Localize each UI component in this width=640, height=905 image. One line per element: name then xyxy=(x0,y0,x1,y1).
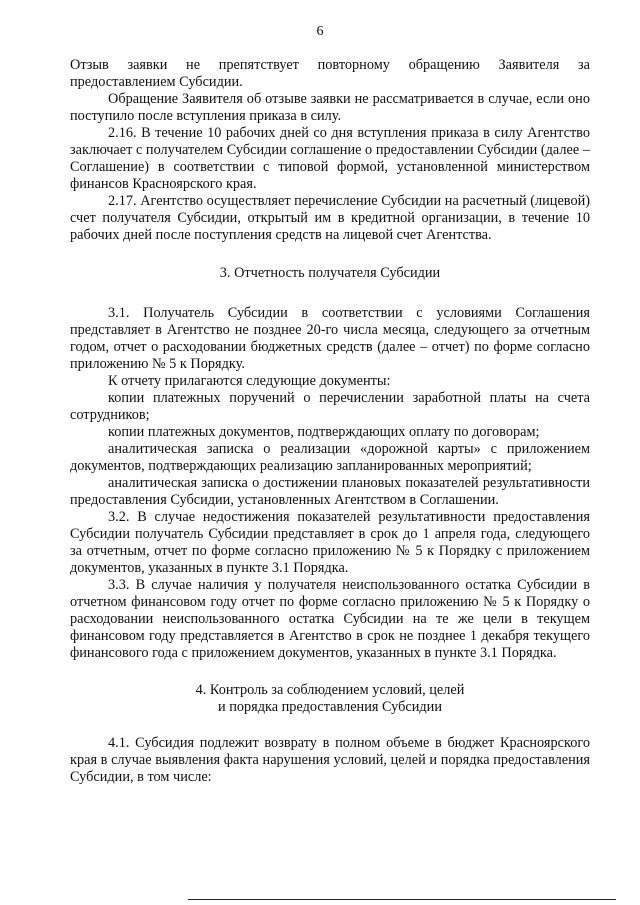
paragraph-4-1: 4.1. Субсидия подлежит возврату в полном объеме в бюджет Красноярского края в случае выявления факта нарушения условий, целей и порядка предоставления Субсидии, в том числе: xyxy=(70,735,590,785)
list-item-payment-orders: копии платежных поручений о перечислении заработной платы на счета сотрудников; xyxy=(70,390,590,423)
section-4-heading-line1: 4. Контроль за соблюдением условий, целей xyxy=(195,682,465,698)
paragraph-3-1-attachments: К отчету прилагаются следующие документы: xyxy=(108,373,391,389)
paragraph-withdrawal: Отзыв заявки не препятствует повторному обращению Заявителя за предоставлением Субсидии. xyxy=(70,57,590,90)
section-4-heading-line2: и порядка предоставления Субсидии xyxy=(217,699,442,715)
section-4-heading xyxy=(70,682,590,716)
section-3-heading: 3. Отчетность получателя Субсидии xyxy=(219,265,441,281)
paragraph-3-2: 3.2. В случае недостижения показателей результативности предоставления Субсидии получатель Субсидии представляет в срок до 1 апреля года, следующего за отчетным, отчет по форме согласно приложению № 5 к Порядку с приложением документов, указанных в пункте 3.1 Порядка. xyxy=(70,509,590,576)
paragraph-2-16: 2.16. В течение 10 рабочих дней со дня вступления приказа в силу Агентство заключает с получателем Субсидии соглашение о предоставлении Субсидии (далее – Соглашение) в соответствии с типовой формой, установленной министерством финансов Красноярского края. xyxy=(70,125,590,192)
paragraph-3-1: 3.1. Получатель Субсидии в соответствии с условиями Соглашения представляет в Агентство не позднее 20-го числа месяца, следующего за отчетным годом, отчет о расходовании бюджетных средств (далее – отчет) по форме согласно приложению № 5 к Порядку. xyxy=(70,305,590,372)
list-item-payment-documents: копии платежных документов, подтверждающих оплату по договорам; xyxy=(108,424,540,440)
document-body xyxy=(70,57,590,786)
footer-divider xyxy=(188,899,616,900)
paragraph-withdrawal-appeal: Обращение Заявителя об отзыве заявки не рассматривается в случае, если оно поступило после вступления приказа в силу. xyxy=(70,91,590,124)
paragraph-2-17: 2.17. Агентство осуществляет перечисление Субсидии на расчетный (лицевой) счет получателя Субсидии, открытый им в кредитной организации, в течение 10 рабочих дней после поступления средств на лицевой счет Агентства. xyxy=(70,193,590,243)
paragraph-3-3: 3.3. В случае наличия у получателя неиспользованного остатка Субсидии в отчетном финансовом году отчет по форме согласно приложению № 5 к Порядку о расходовании неиспользованного остатка Субсидии на те же цели в текущем финансовом году представляется в Агентство в срок не позднее 1 декабря текущего финансового года с приложением документов, указанных в пункте 3.1 Порядка. xyxy=(70,577,590,661)
page-number: 6 xyxy=(316,24,324,39)
list-item-roadmap-note: аналитическая записка о реализации «дорожной карты» с приложением документов, подтверждающих реализацию запланированных мероприятий; xyxy=(70,441,590,474)
list-item-indicators-note: аналитическая записка о достижении плановых показателей результативности предоставления Субсидии, установленных Агентством в Соглашении. xyxy=(70,475,590,508)
